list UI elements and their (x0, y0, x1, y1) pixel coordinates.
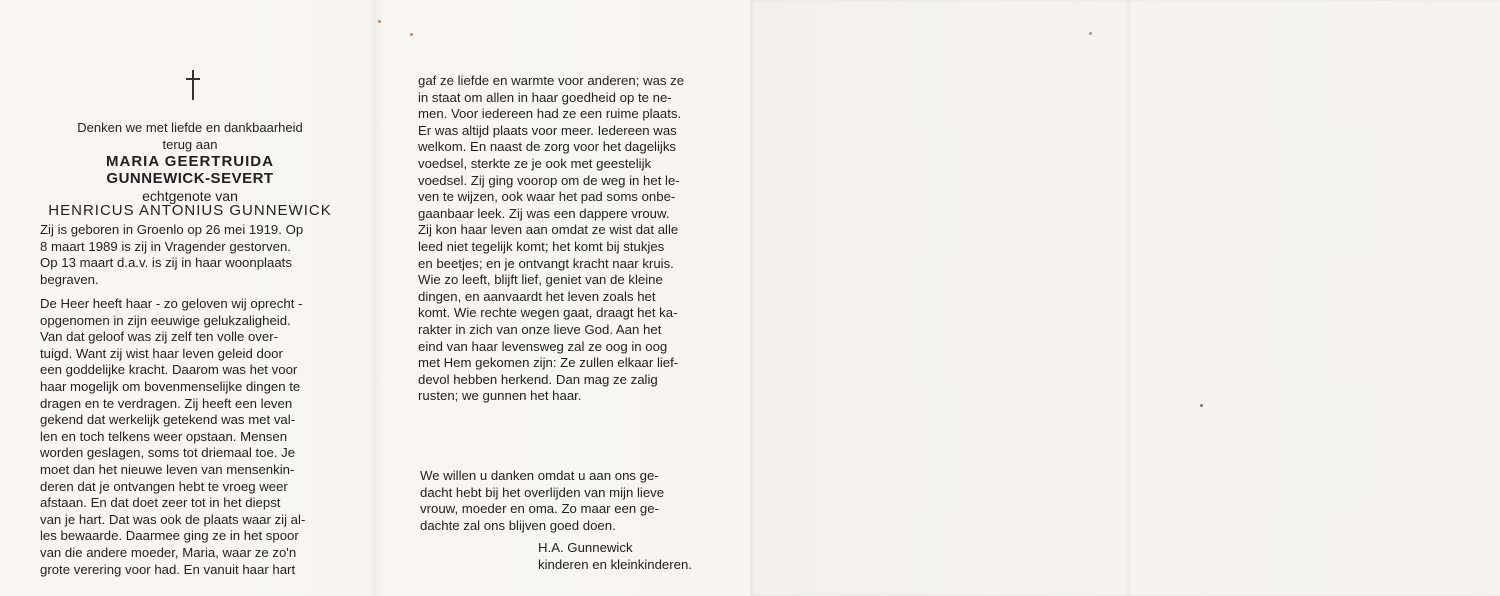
left-column-text (40, 296, 335, 578)
text-line: men. Voor iedereen had ze een ruime plaats. (418, 106, 682, 122)
text-line: dachte zal ons blijven goed doen. (420, 517, 616, 533)
intro-line-1: Denken we met liefde en dankbaarheid (77, 120, 303, 135)
text-line: haar mogelijk om bovenmenselijke dingen te (40, 378, 301, 394)
text-line: Van dat geloof was zij zelf ten volle over- (40, 329, 278, 345)
text-line: Wie zo leeft, blijft lief, geniet van de kleine (418, 272, 663, 288)
spouse-label: echtgenote van (142, 188, 238, 204)
memorial-card-outside (750, 0, 1500, 596)
text-line: dingen, en aanvaardt het leven zoals het (418, 288, 656, 304)
text-line: gaanbaar leek. Zij was een dappere vrouw. (418, 205, 670, 221)
text-line: len en toch telkens weer opstaan. Mensen (40, 428, 288, 444)
cross-icon (184, 70, 202, 100)
text-line: Er was altijd plaats voor meer. Iedereen was (418, 122, 677, 138)
text-line: in staat om allen in haar goedheid op te ne- (418, 89, 672, 105)
text-line: met Hem gekomen zijn: Ze zullen elkaar lief- (418, 355, 679, 371)
text-line: gaf ze liefde en warmte voor anderen; was ze (418, 73, 685, 88)
spouse-name: HENRICUS ANTONIUS GUNNEWICK (48, 202, 332, 219)
text-line: devol hebben herkend. Dan mag ze zalig (418, 371, 658, 387)
deceased-name-line-2: GUNNEWICK-SEVERT (106, 170, 274, 187)
signature-family: kinderen en kleinkinderen. (538, 557, 692, 572)
text-line: en beetjes; en je ontvangt kracht naar kruis. (418, 255, 674, 271)
text-line: voedsel, sterkte ze je ook met geestelijk (418, 155, 652, 171)
text-line: opgenomen in zijn eeuwige gelukzaligheid. (40, 312, 291, 328)
signature-name: H.A. Gunnewick (538, 540, 633, 555)
text-line: moet dan het nieuwe leven van mensenkin- (40, 461, 295, 477)
paper-speck (1200, 404, 1203, 407)
text-line: van je hart. Dat was ook de plaats waar zij al- (40, 511, 306, 527)
text-line: les bewaarde. Daarmee ging ze in het spoor (40, 528, 299, 544)
text-line: eind van haar levensweg zal ze oog in oog (418, 338, 668, 354)
right-column-text (418, 73, 710, 405)
text-line: begraven. (40, 271, 99, 287)
text-line: Zij kon haar leven aan omdat ze wist dat alle (418, 222, 679, 238)
text-line: gekend dat werkelijk getekend was met val- (40, 412, 296, 428)
text-line: komt. Wie rechte wegen gaat, draagt het ka- (418, 305, 678, 321)
text-line: afstaan. En dat doet zeer tot in het diepst (40, 495, 281, 511)
text-line: worden geslagen, soms tot driemaal toe. Je (40, 445, 296, 461)
text-line: vrouw, moeder en oma. Zo maar een ge- (420, 501, 659, 517)
text-line: leed niet tegelijk komt; het komt bij stukjes (418, 238, 665, 254)
text-line: De Heer heeft haar - zo geloven wij oprecht - (40, 296, 303, 311)
text-line: Op 13 maart d.a.v. is zij in haar woonplaats (40, 255, 292, 271)
birth-death-text (40, 222, 335, 288)
intro-line-2: terug aan (162, 137, 218, 152)
text-line: dragen en te verdragen. Zij heeft een leven (40, 395, 293, 411)
text-line: We willen u danken omdat u aan ons ge- (420, 468, 659, 483)
text-line: voedsel. Zij ging voorop om de weg in het le- (418, 172, 680, 188)
paper-speck (410, 33, 413, 36)
text-line: Zij is geboren in Groenlo op 26 mei 1919. Op (40, 222, 304, 237)
thanks-text (420, 468, 710, 534)
text-line: tuigd. Want zij wist haar leven geleid door (40, 345, 283, 361)
text-line: welkom. En naast de zorg voor het dagelijks (418, 139, 677, 155)
deceased-name-line-1: MARIA GEERTRUIDA (106, 153, 274, 170)
text-line: rakter in zich van onze lieve God. Aan het (418, 321, 662, 337)
text-line: dacht hebt bij het overlijden van mijn lieve (420, 484, 665, 500)
text-line: een goddelijke kracht. Daarom was het voor (40, 362, 298, 378)
text-line: grote verering voor had. En vanuit haar hart (40, 561, 296, 577)
paper-speck (1089, 32, 1092, 35)
text-line: deren dat je ontvangen hebt te vroeg weer (40, 478, 288, 494)
text-line: van die andere moeder, Maria, waar ze zo'n (40, 544, 297, 560)
text-line: rusten; we gunnen het haar. (418, 388, 582, 404)
text-line: 8 maart 1989 is zij in Vragender gestorven. (40, 238, 291, 254)
paper-speck (378, 20, 381, 23)
text-line: ven te wijzen, ook waar het pad soms onbe- (418, 189, 676, 205)
